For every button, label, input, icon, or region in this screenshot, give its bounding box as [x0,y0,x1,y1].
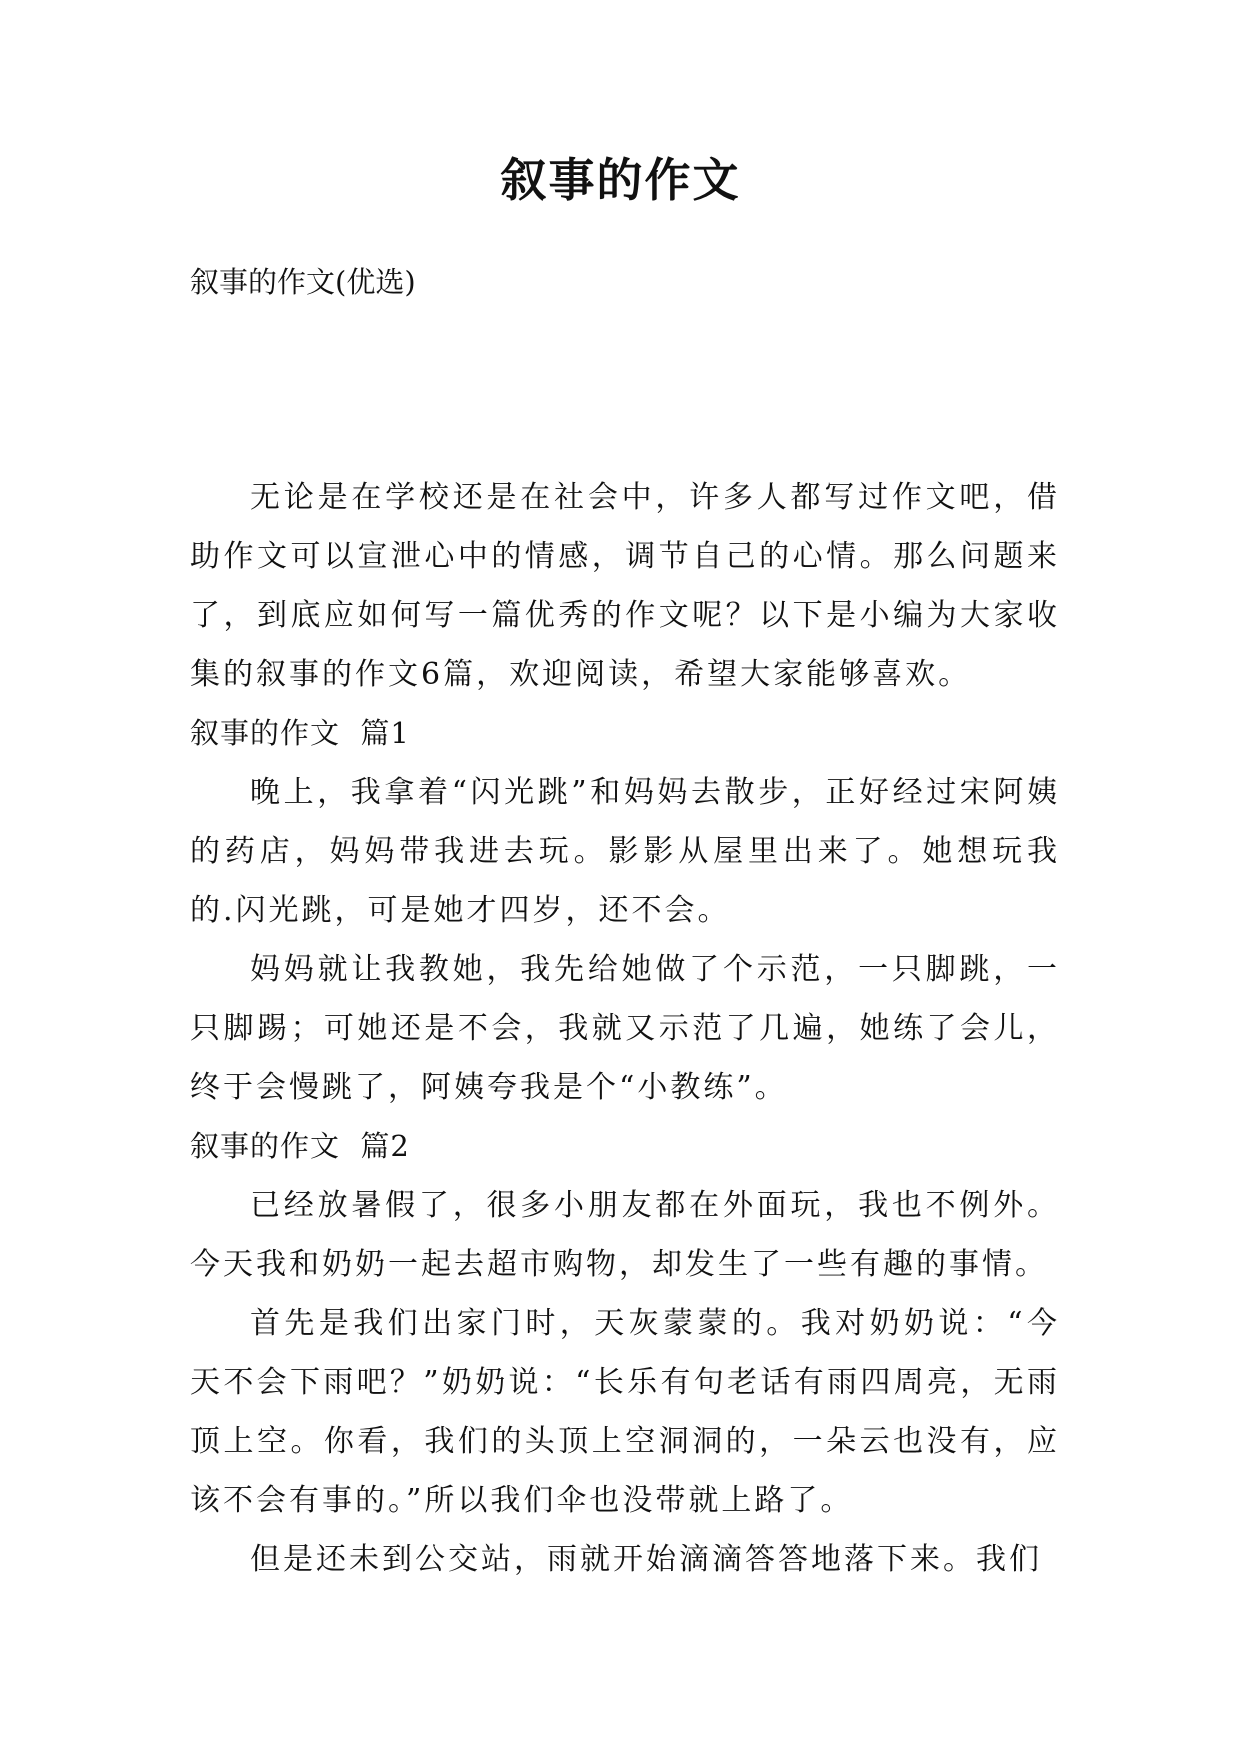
section-2-paragraph-1: 已经放暑假了，很多小朋友都在外面玩，我也不例外。今天我和奶奶一起去超市购物，却发生了一些有趣的事情。 [190,1188,1060,1282]
document-subtitle: 叙事的作文(优选) [190,265,416,299]
intro-paragraph: 无论是在学校还是在社会中，许多人都写过作文吧，借助作文可以宣泄心中的情感，调节自己的心情。那么问题来了，到底应如何写一篇优秀的作文呢？以下是小编为大家收集的叙事的作文6篇，欢迎阅读，希望大家能够喜欢。 [190,480,1060,692]
section-1-paragraph-1: 晚上，我拿着“闪光跳”和妈妈去散步，正好经过宋阿姨的药店，妈妈带我进去玩。影影从屋里出来了。她想玩我的.闪光跳，可是她才四岁，还不会。 [190,775,1060,928]
section-2-paragraph-2: 首先是我们出家门时，天灰蒙蒙的。我对奶奶说：“今天不会下雨吧？”奶奶说：“长乐有句老话有雨四周亮，无雨顶上空。你看，我们的头顶上空洞洞的，一朵云也没有，应该不会有事的。”所以我们伞也没带就上路了。 [190,1306,1060,1518]
section-heading-1: 叙事的作文 篇1 [190,716,410,750]
document-body [190,468,1060,1589]
section-heading-2: 叙事的作文 篇2 [190,1129,410,1163]
document-title: 叙事的作文 [500,153,741,207]
section-2-paragraph-3: 但是还未到公交站，雨就开始滴滴答答地落下来。我们 [250,1542,1042,1577]
section-1-paragraph-2: 妈妈就让我教她，我先给她做了个示范，一只脚跳，一只脚踢；可她还是不会，我就又示范了几遍，她练了会儿，终于会慢跳了，阿姨夸我是个“小教练”。 [190,952,1060,1105]
